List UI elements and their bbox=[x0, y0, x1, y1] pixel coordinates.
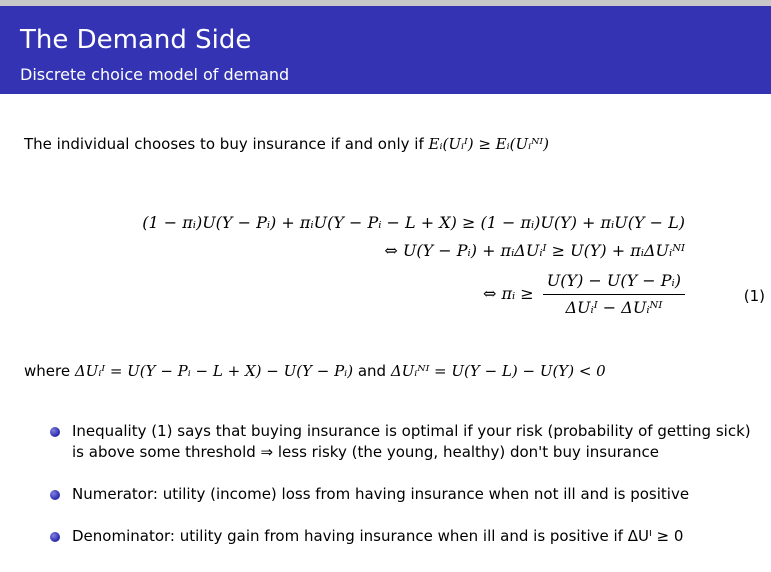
intro-text: The individual chooses to buy insurance if and only if bbox=[24, 135, 429, 153]
equation-line-2: ⇔ U(Y − Pᵢ) + πᵢΔUᵢᴵ ≥ U(Y) + πᵢΔUᵢᴺᴵ bbox=[384, 241, 685, 260]
bullet-text: Inequality (1) says that buying insurance is optimal if your risk (probability of getting sick) bbox=[72, 422, 751, 440]
bullet-item-numerator bbox=[50, 484, 766, 505]
bullet-item-inequality bbox=[50, 421, 766, 463]
fraction-denominator: ΔUᵢᴵ − ΔUᵢᴺᴵ bbox=[565, 298, 663, 317]
slide-header bbox=[0, 6, 771, 94]
slide-title: The Demand Side bbox=[20, 25, 252, 55]
slide-subtitle: Discrete choice model of demand bbox=[20, 65, 290, 84]
intro-sentence bbox=[24, 133, 549, 155]
where-definitions bbox=[24, 360, 606, 382]
equation-line-1: (1 − πᵢ)U(Y − Pᵢ) + πᵢU(Y − Pᵢ − L + X) ≥ (1 − πᵢ)U(Y) + πᵢU(Y − L) bbox=[142, 213, 685, 232]
bullet-icon bbox=[50, 532, 60, 542]
bullet-list bbox=[50, 421, 766, 547]
bullet-text-continued: is above some threshold ⇒ less risky (the young, healthy) don't buy insurance bbox=[72, 443, 659, 461]
bullet-item-denominator bbox=[50, 526, 766, 547]
bullet-icon bbox=[50, 427, 60, 437]
delta-uninsured-definition: ΔUᵢᴺᴵ = U(Y − L) − U(Y) < 0 bbox=[390, 362, 606, 380]
bullet-text: Numerator: utility (income) loss from having insurance when not ill and is positive bbox=[72, 485, 690, 503]
threshold-fraction bbox=[543, 270, 685, 319]
delta-insured-definition: ΔUᵢᴵ = U(Y − Pᵢ − L + X) − U(Y − Pᵢ) bbox=[74, 362, 354, 380]
bullet-icon bbox=[50, 490, 60, 500]
bullet-text: Denominator: utility gain from having insurance when ill and is positive if ΔUᴵ ≥ 0 bbox=[72, 527, 684, 545]
equation-number: (1) bbox=[743, 287, 765, 305]
where-and: and bbox=[353, 362, 391, 380]
equation-line-3-lhs: ⇔ πᵢ ≥ bbox=[482, 284, 534, 303]
fraction-numerator: U(Y) − U(Y − Pᵢ) bbox=[543, 270, 685, 295]
equation-line-3 bbox=[483, 270, 685, 319]
intro-condition: Eᵢ(Uᵢᴵ) ≥ Eᵢ(Uᵢᴺᴵ) bbox=[428, 135, 549, 153]
where-word: where bbox=[24, 362, 75, 380]
